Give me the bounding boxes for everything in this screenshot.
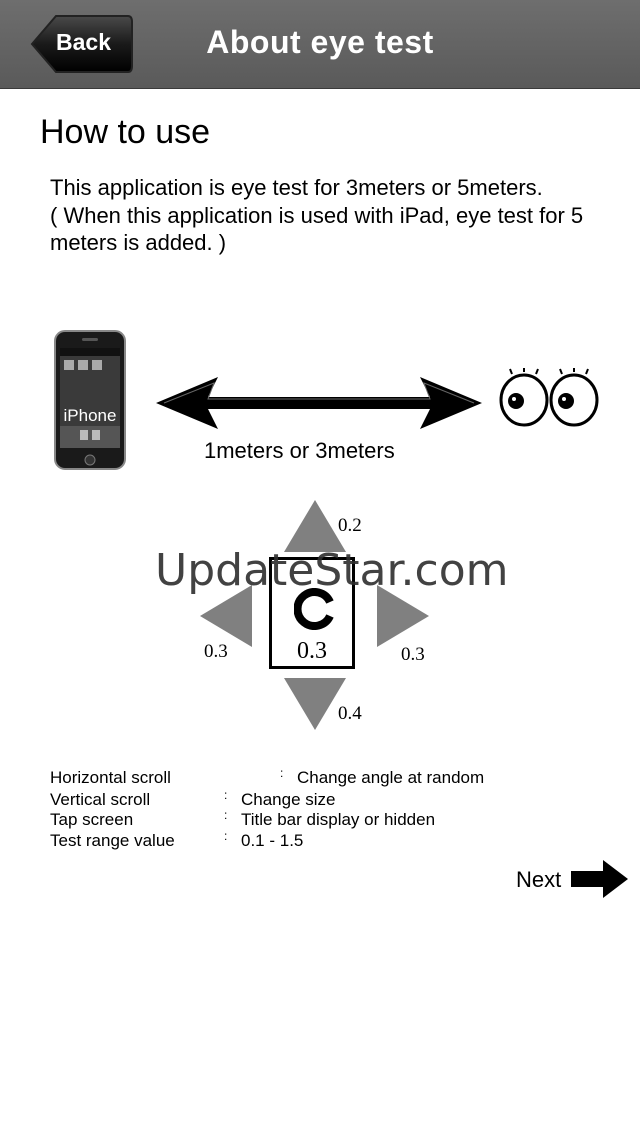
top-value: 0.2: [338, 515, 362, 536]
double-arrow-icon: [154, 375, 484, 436]
watermark: UpdateStar.com: [155, 545, 509, 596]
help-colon: :: [224, 788, 228, 802]
intro-line-2: ( When this application is used with iPad, eye test for 5 meters is added. ): [50, 202, 584, 255]
right-value: 0.3: [401, 644, 425, 665]
bottom-value: 0.4: [338, 703, 362, 724]
navigation-bar: [0, 0, 640, 89]
help-value: Title bar display or hidden: [241, 810, 436, 829]
help-key: Tap screen: [50, 810, 134, 829]
help-colon: :: [224, 808, 228, 822]
left-value: 0.3: [204, 641, 228, 662]
intro-text: [50, 174, 610, 257]
help-value: Change angle at random: [297, 768, 485, 787]
help-key: Horizontal scroll: [50, 768, 171, 787]
next-button[interactable]: [516, 860, 631, 900]
next-button-label: Next: [516, 867, 562, 892]
intro-line-1: This application is eye test for 3meters or 5meters.: [50, 175, 543, 200]
eyes-icon: [498, 368, 602, 433]
section-heading: How to use: [40, 113, 211, 151]
help-colon: :: [224, 829, 228, 843]
help-colon: :: [280, 766, 284, 780]
current-value: 0.3: [297, 638, 327, 664]
help-key: Vertical scroll: [50, 790, 151, 809]
help-key: Test range value: [50, 831, 175, 850]
down-triangle-icon: [284, 678, 346, 730]
help-value: 0.1 - 1.5: [241, 831, 304, 850]
help-value: Change size: [241, 790, 336, 809]
phone-illustration: [54, 330, 126, 470]
distance-label: 1meters or 3meters: [204, 438, 395, 463]
phone-label: iPhone: [63, 406, 117, 425]
back-button-label: Back: [56, 29, 111, 55]
arrow-right-icon: [571, 860, 629, 898]
page-title: About eye test: [206, 24, 434, 60]
